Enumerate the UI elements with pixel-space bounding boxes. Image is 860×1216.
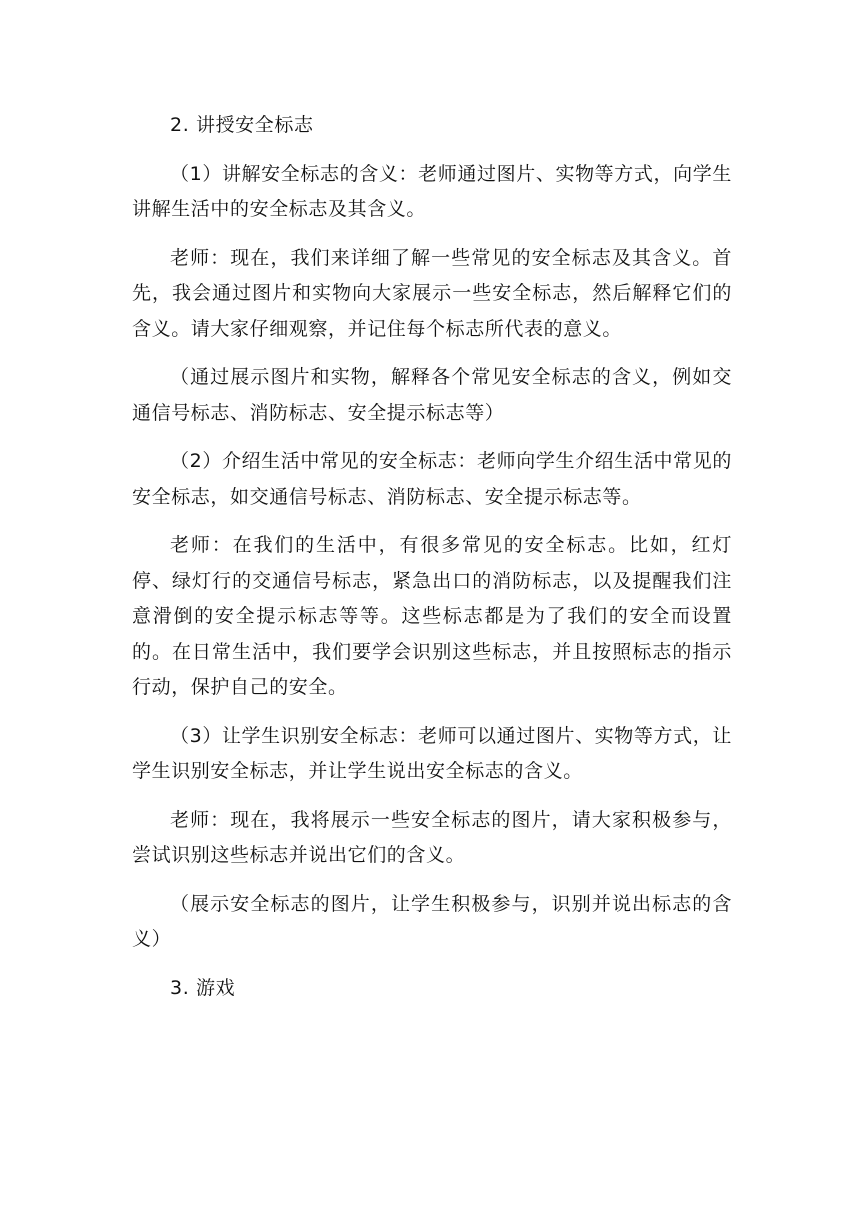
paragraph-explain-meaning: （1）讲解安全标志的含义：老师通过图片、实物等方式，向学生讲解生活中的安全标志及其含义。 [132,162,732,220]
paragraph-show-pictures-note: （通过展示图片和实物，解释各个常见安全标志的含义，例如交通信号标志、消防标志、安全提示标志等） [132,366,732,424]
paragraph-student-identify: （3）让学生识别安全标志：老师可以通过图片、实物等方式，让学生识别安全标志，并让学生说出安全标志的含义。 [132,724,732,782]
document-body [132,108,732,1019]
paragraph-common-signs: （2）介绍生活中常见的安全标志：老师向学生介绍生活中常见的安全标志，如交通信号标志、消防标志、安全提示标志等。 [132,450,732,508]
paragraph-teacher-participate: 老师：现在，我将展示一些安全标志的图片，请大家积极参与，尝试识别这些标志并说出它们的含义。 [132,808,732,866]
paragraph-show-signs-note: （展示安全标志的图片，让学生积极参与，识别并说出标志的含义） [132,892,732,950]
section-heading-3: 3. 游戏 [170,976,236,999]
paragraph-teacher-intro: 老师：现在，我们来详细了解一些常见的安全标志及其含义。首先，我会通过图片和实物向大家展示一些安全标志，然后解释它们的含义。请大家仔细观察，并记住每个标志所代表的意义。 [132,246,732,340]
section-heading-2: 2. 讲授安全标志 [170,114,314,136]
paragraph-teacher-daily-life: 老师：在我们的生活中，有很多常见的安全标志。比如，红灯停、绿灯行的交通信号标志，紧急出口的消防标志，以及提醒我们注意滑倒的安全提示标志等等。这些标志都是为了我们的安全而设置的。在日常生活中，我们要学会识别这些标志，并且按照标志的指示行动，保护自己的安全。 [132,534,732,698]
